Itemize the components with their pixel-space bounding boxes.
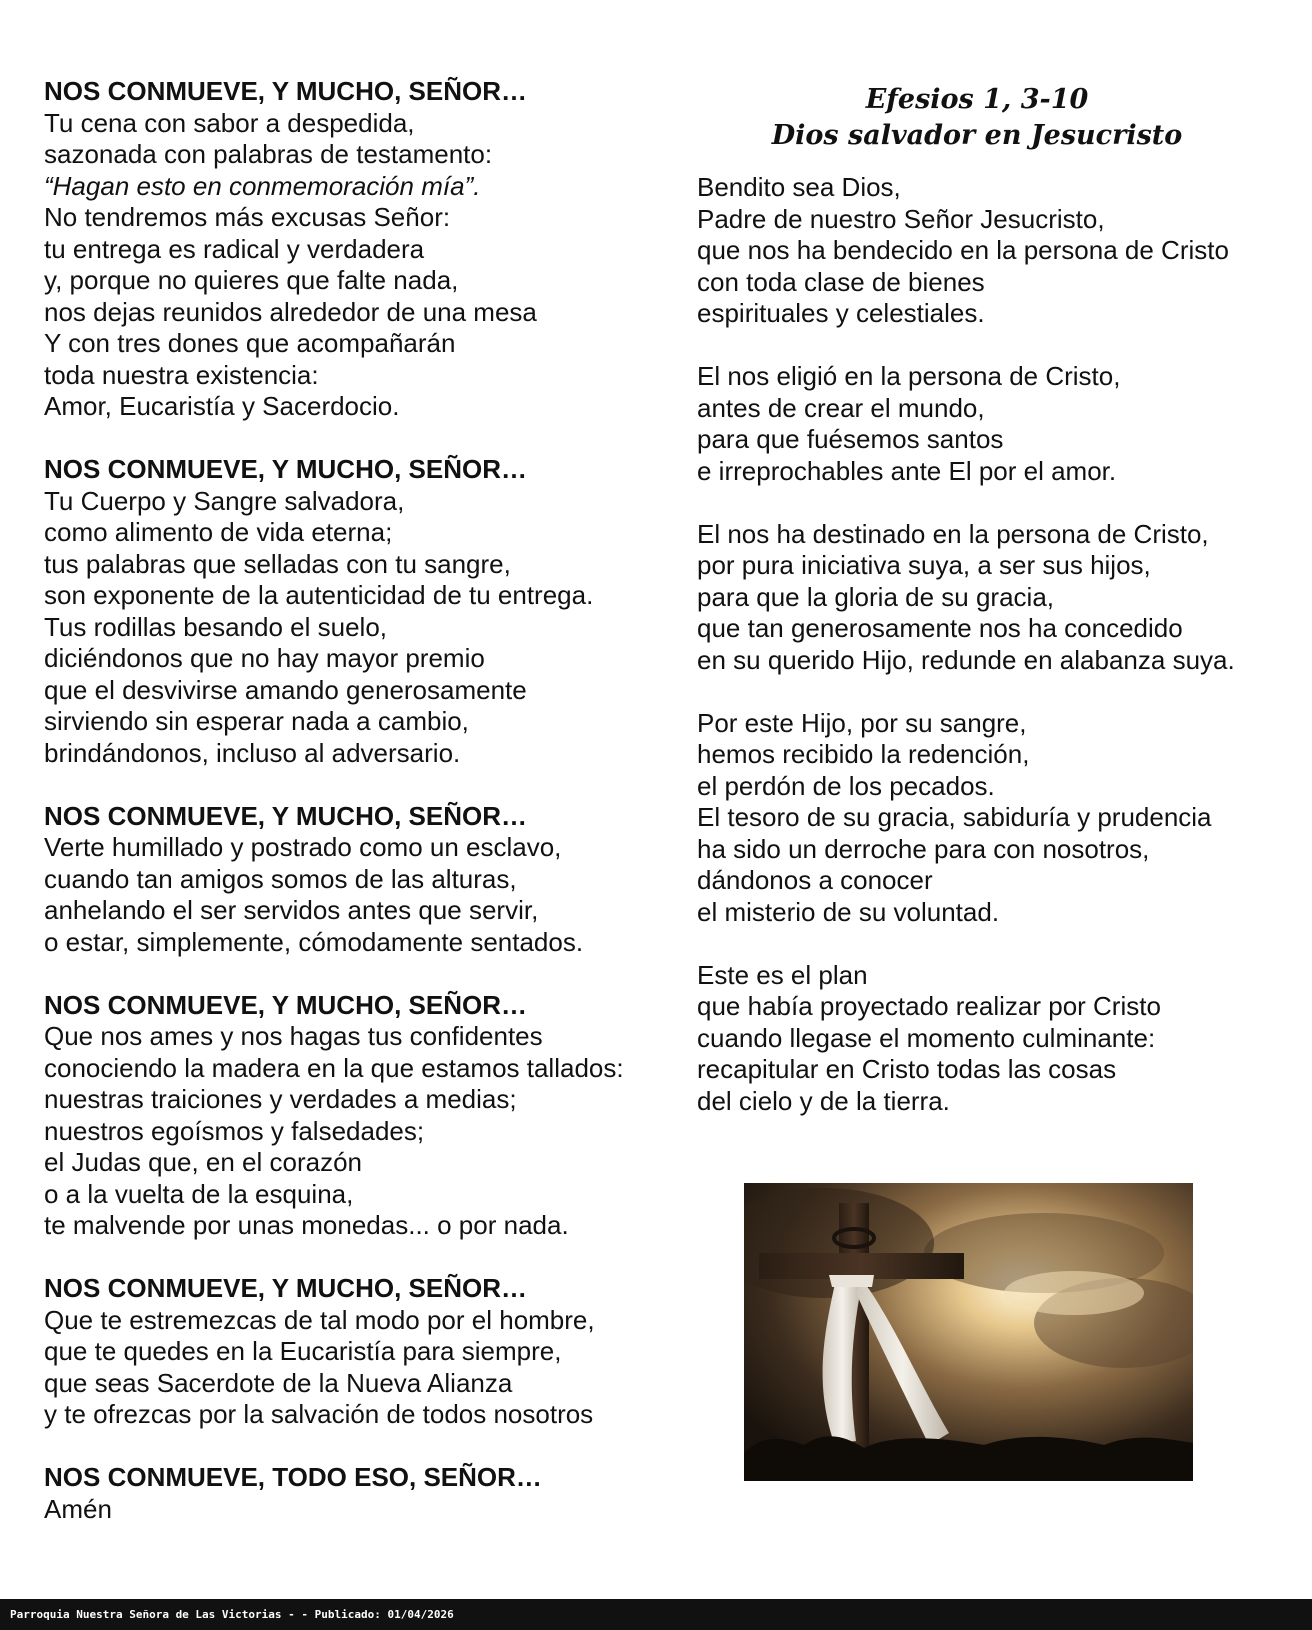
verse-line: conociendo la madera en la que estamos tallados: <box>44 1052 624 1083</box>
verse-line: “Hagan esto en conmemoración mía”. <box>44 170 481 201</box>
stanza-heading: NOS CONMUEVE, Y MUCHO, SEÑOR… <box>44 989 527 1020</box>
verse-line: o estar, simplemente, cómodamente sentados. <box>44 926 584 957</box>
verse-line: cuando llegase el momento culminante: <box>697 1022 1156 1053</box>
verse-line: brindándonos, incluso al adversario. <box>44 737 461 768</box>
verse-line: nos dejas reunidos alrededor de una mesa <box>44 296 537 327</box>
verse-line: toda nuestra existencia: <box>44 359 319 390</box>
verse-line: que había proyectado realizar por Cristo <box>697 991 1161 1021</box>
verse-line: Amor, Eucaristía y Sacerdocio. <box>44 391 400 421</box>
stanza-heading: NOS CONMUEVE, Y MUCHO, SEÑOR… <box>44 800 527 831</box>
stanza <box>44 801 664 959</box>
verse-line: nuestras traiciones y verdades a medias; <box>44 1084 517 1114</box>
stanza <box>697 172 1287 330</box>
verse-line: Que nos ames y nos hagas tus confidentes <box>44 1021 543 1051</box>
verse-line: El nos eligió en la persona de Cristo, <box>697 361 1121 391</box>
verse-line: para que fuésemos santos <box>697 424 1004 454</box>
verse-line: del cielo y de la tierra. <box>697 1085 950 1116</box>
verse-line: en su querido Hijo, redunde en alabanza suya. <box>697 644 1235 675</box>
verse-line: que te quedes en la Eucaristía para siempre, <box>44 1336 562 1366</box>
verse-line: tus palabras que selladas con tu sangre, <box>44 548 511 579</box>
stanza-heading: NOS CONMUEVE, Y MUCHO, SEÑOR… <box>44 1273 527 1303</box>
verse-line: que nos ha bendecido en la persona de Cristo <box>697 235 1229 265</box>
reading-subtitle: Dios salvador en Jesucristo <box>771 120 1183 151</box>
verse-line: Padre de nuestro Señor Jesucristo, <box>697 203 1105 234</box>
verse-line: El nos ha destinado en la persona de Cristo, <box>697 518 1209 549</box>
verse-line: cuando tan amigos somos de las alturas, <box>44 863 517 894</box>
verse-line: Y con tres dones que acompañarán <box>44 328 456 358</box>
reading-reference: Efesios 1, 3-10 <box>865 84 1089 115</box>
cross-with-cloth-icon <box>744 1183 1193 1481</box>
verse-line: ha sido un derroche para con nosotros, <box>697 833 1150 864</box>
verse-line: con toda clase de bienes <box>697 266 985 297</box>
verse-line: tu entrega es radical y verdadera <box>44 233 425 264</box>
verse-line: son exponente de la autenticidad de tu entrega. <box>44 580 594 610</box>
verse-line: hemos recibido la redención, <box>697 739 1030 769</box>
verse-line: como alimento de vida eterna; <box>44 517 393 547</box>
verse-line: No tendremos más excusas Señor: <box>44 202 451 232</box>
verse-line: Este es el plan <box>697 959 868 990</box>
verse-line: o a la vuelta de la esquina, <box>44 1178 354 1209</box>
verse-line: Tu Cuerpo y Sangre salvadora, <box>44 485 405 516</box>
verse-line: Verte humillado y postrado como un esclavo, <box>44 832 562 862</box>
stanza-heading: NOS CONMUEVE, Y MUCHO, SEÑOR… <box>44 454 527 484</box>
verse-line: espirituales y celestiales. <box>697 298 985 328</box>
stanza <box>697 361 1287 487</box>
verse-line: sirviendo sin esperar nada a cambio, <box>44 706 469 736</box>
verse-line: y, porque no quieres que falte nada, <box>44 265 459 295</box>
stanza-heading: NOS CONMUEVE, Y MUCHO, SEÑOR… <box>44 76 527 106</box>
stanza-heading: NOS CONMUEVE, TODO ESO, SEÑOR… <box>44 1462 542 1492</box>
verse-line: e irreprochables ante El por el amor. <box>697 455 1117 486</box>
reading-body <box>697 172 1287 1117</box>
verse-line: El tesoro de su gracia, sabiduría y prudencia <box>697 802 1212 832</box>
verse-line: Tus rodillas besando el suelo, <box>44 611 388 642</box>
verse-line: por pura iniciativa suya, a ser sus hijos, <box>697 550 1151 580</box>
stanza <box>44 1462 664 1525</box>
verse-line: recapitular en Cristo todas las cosas <box>697 1054 1117 1084</box>
verse-line: que tan generosamente nos ha concedido <box>697 613 1183 643</box>
cross-image <box>744 1183 1193 1481</box>
verse-line: Por este Hijo, por su sangre, <box>697 707 1027 738</box>
verse-line: diciéndonos que no hay mayor premio <box>44 643 485 673</box>
stanza <box>44 990 664 1242</box>
stanza <box>44 1273 664 1431</box>
verse-line: nuestros egoísmos y falsedades; <box>44 1115 425 1146</box>
verse-line: antes de crear el mundo, <box>697 392 985 423</box>
verse-line: anhelando el ser servidos antes que servir, <box>44 895 539 925</box>
verse-line: para que la gloria de su gracia, <box>697 581 1055 612</box>
footer-text: Parroquia Nuestra Señora de Las Victorias - - Publicado: 01/04/2026 <box>10 1608 454 1621</box>
stanza <box>44 454 664 769</box>
verse-line: Amén <box>44 1493 112 1524</box>
stanza <box>697 519 1287 677</box>
verse-line: que el desvivirse amando generosamente <box>44 674 527 705</box>
verse-line: Tu cena con sabor a despedida, <box>44 107 415 138</box>
verse-line: te malvende por unas monedas... o por nada. <box>44 1210 569 1240</box>
verse-line: que seas Sacerdote de la Nueva Alianza <box>44 1367 513 1398</box>
verse-line: sazonada con palabras de testamento: <box>44 139 493 169</box>
left-column <box>44 76 664 1557</box>
verse-line: el misterio de su voluntad. <box>697 896 1000 927</box>
stanza <box>44 76 664 423</box>
verse-line: dándonos a conocer <box>697 865 933 895</box>
verse-line: Bendito sea Dios, <box>697 172 901 202</box>
right-column <box>697 82 1287 1149</box>
footer-bar <box>0 1599 1312 1630</box>
stanza <box>697 708 1287 929</box>
verse-line: y te ofrezcas por la salvación de todos nosotros <box>44 1399 594 1429</box>
verse-line: el Judas que, en el corazón <box>44 1147 362 1177</box>
verse-line: Que te estremezcas de tal modo por el hombre, <box>44 1304 595 1335</box>
verse-line: el perdón de los pecados. <box>697 770 995 801</box>
stanza <box>697 960 1287 1118</box>
reading-title <box>697 82 1257 154</box>
